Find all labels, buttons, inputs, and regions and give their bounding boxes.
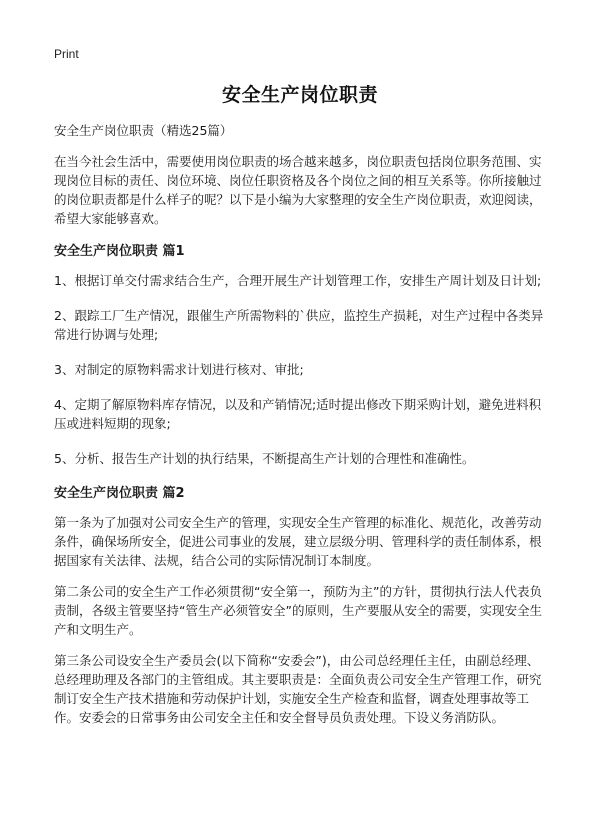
list-item: 2、跟踪工厂生产情况，跟催生产所需物料的`供应，监控生产损耗，对生产过程中各类异常进行协调与处理; [54, 308, 544, 342]
list-item: 1、根据订单交付需求结合生产，合理开展生产计划管理工作，安排生产周计划及日计划; [54, 273, 542, 288]
intro-paragraph: 在当今社会生活中，需要使用岗位职责的场合越来越多，岗位职责包括岗位职务范围、实现岗位目标的责任、岗位环境、岗位任职资格及各个岗位之间的相互关系等。你所接触过的岗位职责都是什么样子的呢？以下是小编为大家整理的安全生产岗位职责，欢迎阅读，希望大家能够喜欢。 [54, 154, 542, 226]
list-item: 5、分析、报告生产计划的执行结果，不断提高生产计划的合理性和准确性。 [54, 451, 475, 466]
print-label: Print [54, 47, 79, 61]
page-title: 安全生产岗位职责 [221, 84, 378, 106]
article-paragraph: 第三条公司设安全生产委员会(以下简称“安委会”)，由公司总经理任主任，由副总经理、总经理助理及各部门的主管组成。其主要职责是：全面负责公司安全生产管理工作，研究制订安全生产技术措施和劳动保护计划，实施安全生产检查和监督，调查处理事故等工作。安委会的日常事务由公司安全主任和安全督导员负责处理。下设义务消防队。 [54, 653, 542, 725]
subtitle: 安全生产岗位职责（精选25篇） [54, 123, 233, 138]
list-item: 4、定期了解原物料库存情况，以及和产销情况;适时提出修改下期采购计划，避免进料积压或进料短期的现象; [54, 397, 542, 431]
list-item: 3、对制定的原物料需求计划进行核对、审批; [54, 362, 304, 377]
section-1-heading: 安全生产岗位职责 篇1 [54, 244, 185, 259]
section-2-heading: 安全生产岗位职责 篇2 [54, 486, 185, 501]
article-paragraph: 第一条为了加强对公司安全生产的管理，实现安全生产管理的标准化、规范化，改善劳动条件，确保场所安全，促进公司事业的发展，建立层级分明、管理科学的责任制体系，根据国家有关法律、法规，结合公司的实际情况制订本制度。 [54, 515, 542, 568]
document-body [54, 121, 550, 739]
article-paragraph: 第二条公司的安全生产工作必须贯彻“安全第一，预防为主”的方针，贯彻执行法人代表负责制，各级主管要坚持“管生产必须管安全”的原则，生产要服从安全的需要，实现安全生产和文明生产。 [54, 584, 542, 637]
